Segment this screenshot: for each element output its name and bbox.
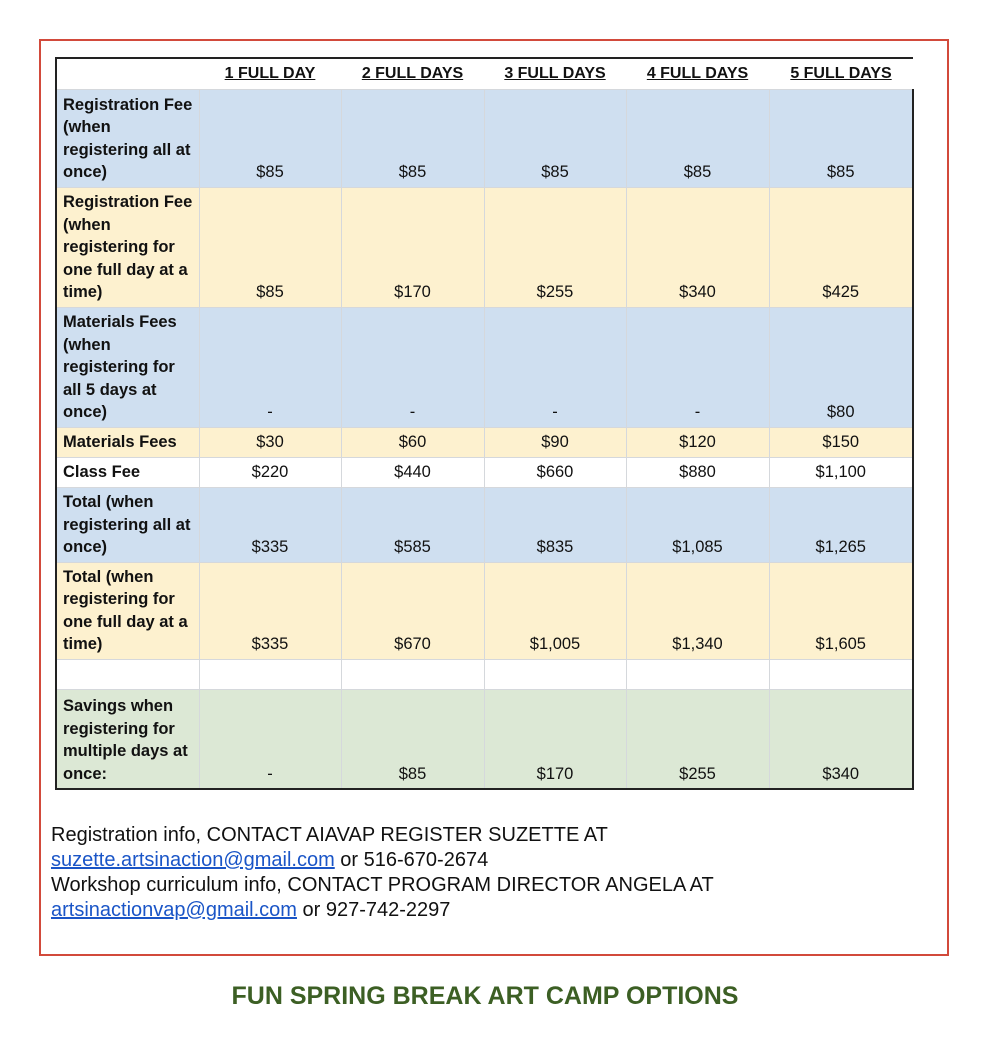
workshop-phone: or 927-742-2297 bbox=[296, 899, 451, 921]
cell-3-days: $1,005 bbox=[484, 562, 626, 659]
cell-1-day: $85 bbox=[199, 89, 341, 187]
cell-1-day bbox=[199, 659, 341, 689]
cell-4-days: $880 bbox=[626, 457, 769, 487]
table-row bbox=[56, 457, 913, 487]
row-label bbox=[56, 659, 199, 689]
cell-2-days: $670 bbox=[341, 562, 484, 659]
cell-5-days: $340 bbox=[769, 689, 913, 789]
row-label: Registration Fee (when registering for one full day at a time) bbox=[56, 187, 199, 307]
table-row bbox=[56, 427, 913, 457]
cell-1-day: - bbox=[199, 689, 341, 789]
cell-3-days: $835 bbox=[484, 487, 626, 562]
contact-info bbox=[51, 823, 714, 923]
header-corner bbox=[56, 58, 199, 89]
cell-2-days: $170 bbox=[341, 187, 484, 307]
cell-1-day: - bbox=[199, 307, 341, 427]
workshop-email-link[interactable]: artsinactionvap@gmail.com bbox=[51, 899, 297, 921]
cell-4-days: $1,340 bbox=[626, 562, 769, 659]
header-4-full-days: 4 FULL DAYS bbox=[626, 58, 769, 89]
cell-2-days bbox=[341, 659, 484, 689]
table-row-spacer bbox=[56, 659, 913, 689]
cell-2-days: $85 bbox=[341, 689, 484, 789]
row-label: Registration Fee (when registering all at once) bbox=[56, 89, 199, 187]
cell-4-days: $120 bbox=[626, 427, 769, 457]
row-label: Savings when registering for multiple days at once: bbox=[56, 689, 199, 789]
cell-2-days: $585 bbox=[341, 487, 484, 562]
row-label: Class Fee bbox=[56, 457, 199, 487]
cell-4-days: $1,085 bbox=[626, 487, 769, 562]
cell-3-days: $660 bbox=[484, 457, 626, 487]
table-row bbox=[56, 307, 913, 427]
pricing-table bbox=[55, 57, 914, 790]
cell-5-days: $80 bbox=[769, 307, 913, 427]
cell-3-days bbox=[484, 659, 626, 689]
cell-4-days: - bbox=[626, 307, 769, 427]
cell-5-days: $1,100 bbox=[769, 457, 913, 487]
cell-1-day: $220 bbox=[199, 457, 341, 487]
registration-info-text: Registration info, CONTACT AIAVAP REGISTER SUZETTE AT bbox=[51, 824, 608, 846]
cell-2-days: $440 bbox=[341, 457, 484, 487]
table-row bbox=[56, 187, 913, 307]
cell-3-days: $255 bbox=[484, 187, 626, 307]
cell-2-days: - bbox=[341, 307, 484, 427]
header-2-full-days: 2 FULL DAYS bbox=[341, 58, 484, 89]
cell-3-days: $170 bbox=[484, 689, 626, 789]
cell-3-days: $85 bbox=[484, 89, 626, 187]
cell-5-days: $425 bbox=[769, 187, 913, 307]
cell-5-days: $1,605 bbox=[769, 562, 913, 659]
cell-2-days: $85 bbox=[341, 89, 484, 187]
registration-contact-line bbox=[51, 848, 714, 873]
workshop-contact-line bbox=[51, 898, 714, 923]
table-row bbox=[56, 487, 913, 562]
cell-1-day: $335 bbox=[199, 487, 341, 562]
cell-5-days: $1,265 bbox=[769, 487, 913, 562]
cell-3-days: $90 bbox=[484, 427, 626, 457]
cell-3-days: - bbox=[484, 307, 626, 427]
header-5-full-days: 5 FULL DAYS bbox=[769, 58, 913, 89]
row-label: Total (when registering for one full day at a time) bbox=[56, 562, 199, 659]
cell-4-days bbox=[626, 659, 769, 689]
cell-4-days: $255 bbox=[626, 689, 769, 789]
cell-1-day: $335 bbox=[199, 562, 341, 659]
table-row bbox=[56, 89, 913, 187]
table-header-row bbox=[56, 58, 913, 89]
row-label: Total (when registering all at once) bbox=[56, 487, 199, 562]
page-caption: FUN SPRING BREAK ART CAMP OPTIONS bbox=[231, 982, 739, 1010]
cell-1-day: $30 bbox=[199, 427, 341, 457]
workshop-info-text: Workshop curriculum info, CONTACT PROGRAM DIRECTOR ANGELA AT bbox=[51, 874, 714, 896]
header-1-full-day: 1 FULL DAY bbox=[199, 58, 341, 89]
cell-5-days bbox=[769, 659, 913, 689]
table-row bbox=[56, 689, 913, 789]
cell-5-days: $85 bbox=[769, 89, 913, 187]
cell-4-days: $340 bbox=[626, 187, 769, 307]
row-label: Materials Fees bbox=[56, 427, 199, 457]
table-row bbox=[56, 562, 913, 659]
cell-5-days: $150 bbox=[769, 427, 913, 457]
row-label: Materials Fees (when registering for all 5 days at once) bbox=[56, 307, 199, 427]
cell-2-days: $60 bbox=[341, 427, 484, 457]
cell-4-days: $85 bbox=[626, 89, 769, 187]
header-3-full-days: 3 FULL DAYS bbox=[484, 58, 626, 89]
registration-email-link[interactable]: suzette.artsinaction@gmail.com bbox=[51, 849, 335, 871]
registration-phone: or 516-670-2674 bbox=[334, 849, 489, 871]
cell-1-day: $85 bbox=[199, 187, 341, 307]
